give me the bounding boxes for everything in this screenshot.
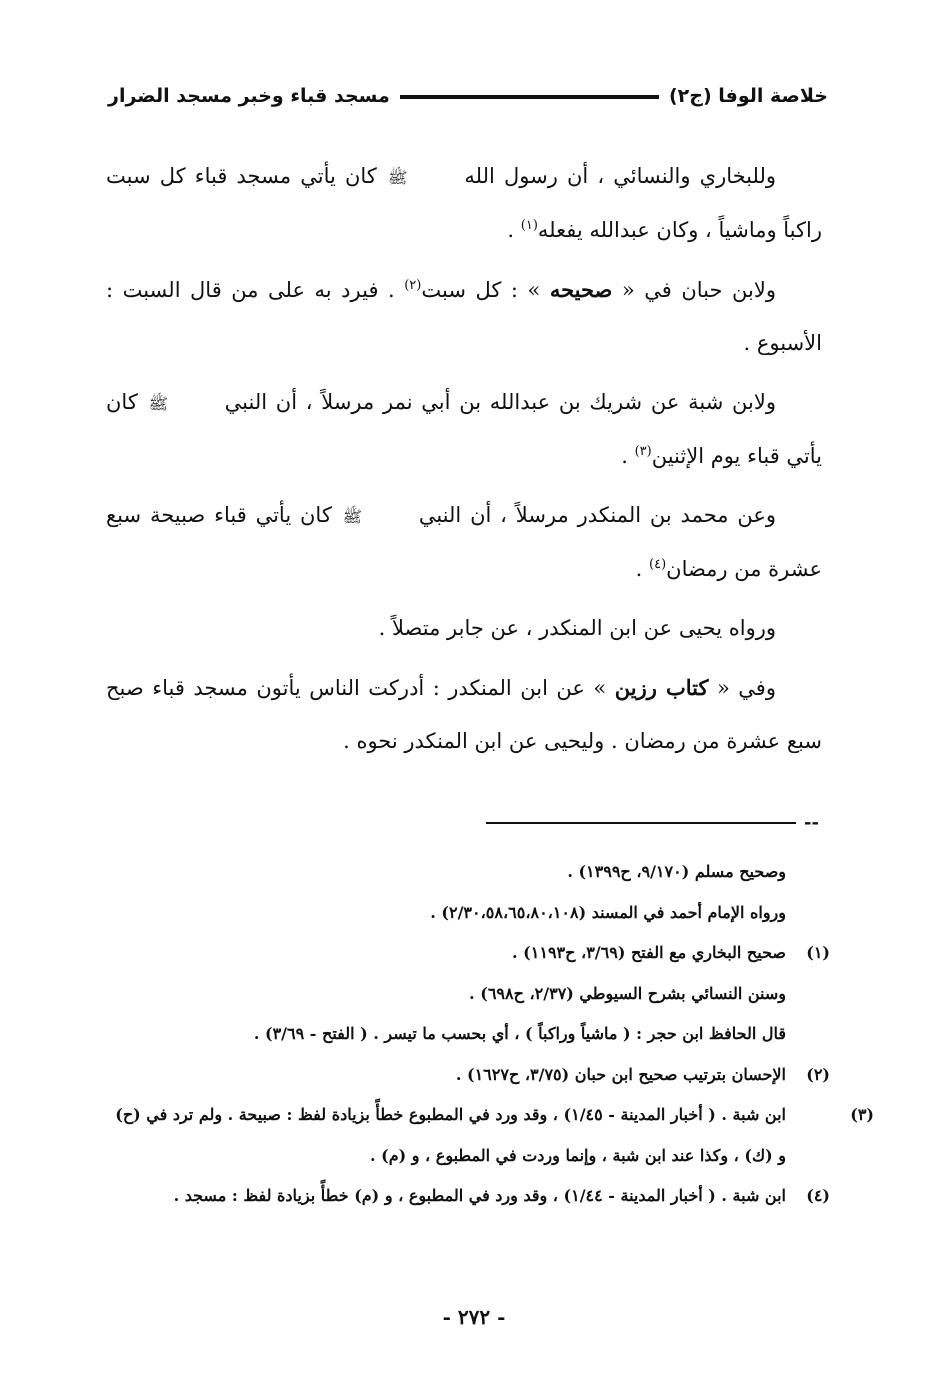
footnote-4 — [108, 1176, 830, 1217]
footnote-1-line: وسنن النسائي بشرح السيوطي (٢/٣٧، ح٦٩٨) . — [469, 983, 786, 1003]
footnote-number: (٢) — [806, 1064, 830, 1084]
main-text — [106, 150, 822, 774]
book-name: صحيحه — [549, 277, 613, 302]
footnote-text: ابن شبة . ( أخبار المدينة - ١/٤٤) ، وقد ورد في المطبوع ، و (م) خطأً بزيادة لفظ : مسجد . — [173, 1186, 786, 1205]
footnote-ref-3: (٣) — [634, 444, 652, 459]
header-rule — [400, 95, 659, 99]
footnote-number: (١) — [806, 943, 830, 962]
paragraph-2 — [106, 263, 822, 370]
footnote-separator — [486, 822, 796, 824]
text-span: . فيرد به على من قال السبت : الأسبوع . — [106, 278, 822, 355]
salutation-glyph: ﷺ — [148, 394, 168, 413]
text-span: . — [621, 444, 635, 468]
book-title: خلاصة الوفا (ج٢) — [668, 85, 828, 107]
footnote-separator-dash: -- — [804, 812, 819, 833]
page-number: - ٢٧٢ - — [442, 1305, 506, 1329]
footnote-number: (٤) — [806, 1186, 830, 1205]
footnotes — [108, 852, 874, 1217]
footnote-1-line: قال الحافظ ابن حجر : ( ماشياً وراكباً ) ، أي بحسب ما تيسر . ( الفتح - ٣/٦٩) . — [253, 1024, 786, 1043]
text-span: كان يأتي قباء صبيحة سبع عشرة من رمضان — [106, 503, 822, 581]
chapter-title: مسجد قباء وخبر مسجد الضرار — [108, 85, 390, 107]
paragraph-4 — [106, 489, 822, 596]
footnote-ref-1: (١) — [520, 218, 538, 233]
footnote-number: (٣) — [850, 1105, 874, 1124]
paragraph-5: ورواه يحيى عن ابن المنكدر ، عن جابر متصلاً . — [378, 616, 776, 640]
text-span: وفي « — [708, 676, 776, 700]
book-name: كتاب رزين — [614, 675, 709, 700]
footnote-text: الإحسان بترتيب صحيح ابن حبان (٣/٧٥، ح١٦٢٧) . — [455, 1064, 786, 1084]
footnote-1 — [108, 933, 830, 974]
footnote-ref-4: (٤) — [649, 557, 667, 572]
footnote-3 — [108, 1095, 874, 1176]
footnote-text: ابن شبة . ( أخبار المدينة - ١/٤٥) ، وقد ورد في المطبوع خطأً بزيادة لفظ : صبيحة . ولم ترد في (ح) و (ك) ، وكذا عند ابن شبة ، وإنما وردت في المطبوع ، و (م) . — [115, 1105, 786, 1165]
paragraph-3 — [106, 376, 822, 483]
text-span: كان يأتي مسجد قباء كل سبت راكباً وماشياً ، وكان عبدالله يفعله — [106, 164, 822, 242]
text-span: . — [507, 218, 521, 242]
text-span: » عن ابن المنكدر : أدركت الناس يأتون مسجد قباء صبح سبع عشرة من رمضان . وليحيى عن ابن المنكدر نحوه . — [106, 676, 822, 753]
text-span: ولابن حبان في « — [612, 278, 776, 302]
text-span: كان يأتي قباء يوم الإثنين — [106, 390, 822, 468]
footnote-2 — [108, 1055, 830, 1096]
text-span: وعن محمد بن المنكدر مرسلاً ، أن النبي — [418, 503, 776, 527]
paragraph-1 — [106, 150, 822, 257]
salutation-glyph: ﷺ — [342, 507, 362, 526]
footnote-text: صحيح البخاري مع الفتح (٣/٦٩، ح١١٩٣) . — [512, 943, 786, 962]
paragraph-6 — [106, 661, 822, 768]
text-span: » : كل سبت — [421, 278, 550, 302]
footnote-continuation: ورواه الإمام أحمد في المسند (٢/٣٠،٥٨،٦٥،٨٠،١٠٨) . — [430, 902, 786, 922]
footnote-continuation: وصحيح مسلم (٩/١٧٠، ح١٣٩٩) . — [567, 862, 786, 881]
text-span: . — [635, 557, 649, 581]
text-span: وللبخاري والنسائي ، أن رسول الله — [464, 164, 777, 188]
running-header — [108, 80, 828, 112]
footnote-ref-2: (٢) — [404, 278, 422, 293]
text-span: ولابن شبة عن شريك بن عبدالله بن أبي نمر مرسلاً ، أن النبي — [224, 390, 777, 414]
salutation-glyph: ﷺ — [387, 168, 408, 187]
